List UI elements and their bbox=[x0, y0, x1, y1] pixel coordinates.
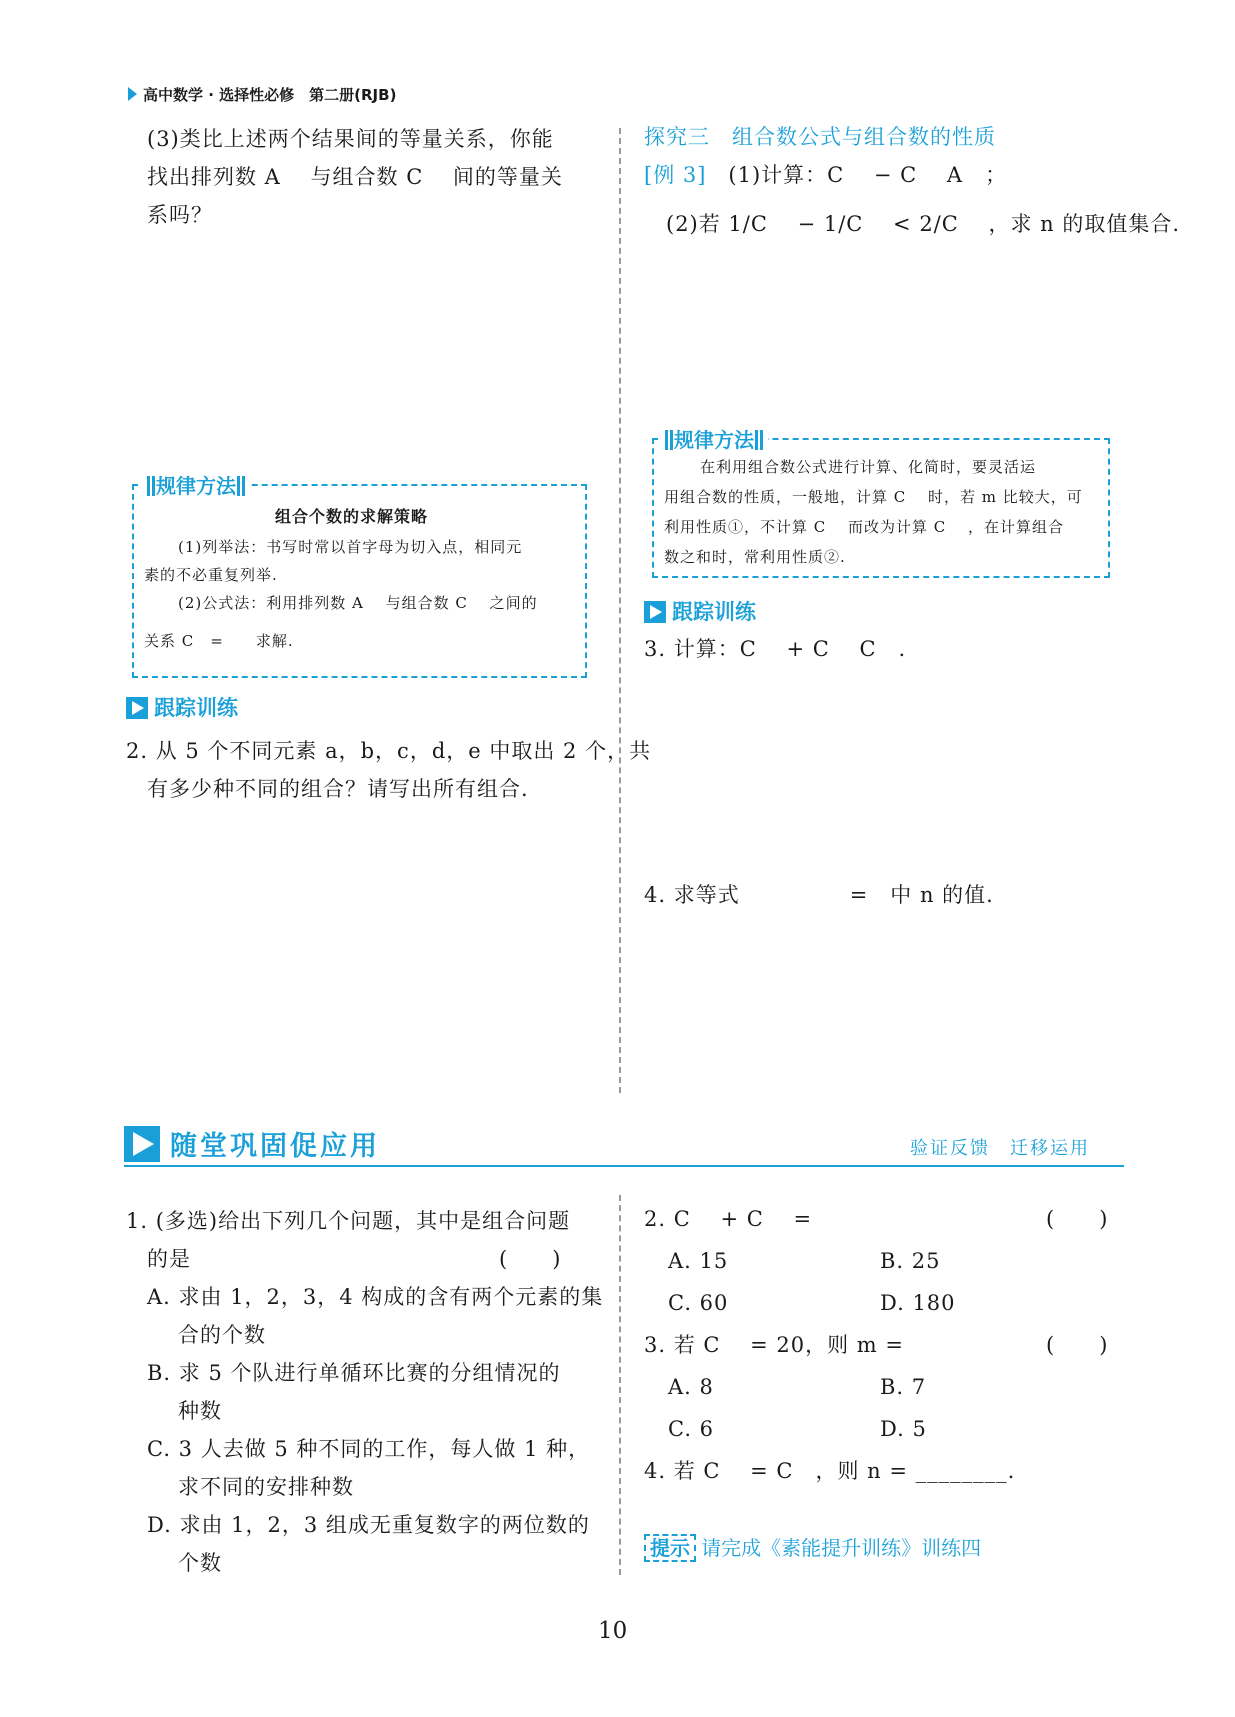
bq1-opt-d2: 个数 bbox=[178, 1551, 222, 1575]
bq1-opt-b2: 种数 bbox=[178, 1399, 222, 1423]
method-right-line-1: 在利用组合数公式进行计算、化简时，要灵活运 bbox=[700, 458, 1037, 476]
column-divider bbox=[619, 128, 621, 1093]
method-right-line-3: 利用性质①，不计算 C 而改为计算 C ，在计算组合 bbox=[664, 518, 1065, 536]
track-q2-line-2: 有多少种不同的组合？请写出所有组合. bbox=[147, 777, 529, 801]
bq4: 4. 若 C = C ，则 n = ________. bbox=[644, 1459, 1016, 1483]
method-line-1: (1)列举法：书写时常以首字母为切入点，相同元 bbox=[178, 538, 523, 556]
q3-line-2: 找出排列数 A 与组合数 C 间的等量关 bbox=[147, 165, 563, 189]
bq3: 3. 若 C = 20，则 m = bbox=[644, 1333, 904, 1357]
bq3-c: C. 6 bbox=[668, 1417, 715, 1441]
section-rule bbox=[124, 1165, 1124, 1167]
bq2: 2. C + C = bbox=[644, 1207, 813, 1231]
method-title-right: 规律方法 bbox=[660, 424, 768, 453]
bq2-a: A. 15 bbox=[668, 1249, 729, 1273]
bq3-d: D. 5 bbox=[880, 1417, 927, 1441]
bq1-opt-d: D. 求由 1，2，3 组成无重复数字的两位数的 bbox=[147, 1513, 590, 1537]
bq3-b: B. 7 bbox=[880, 1375, 927, 1399]
bq1-line-1: 1. (多选)给出下列几个问题，其中是组合问题 bbox=[126, 1209, 571, 1233]
column-divider-bottom bbox=[619, 1195, 621, 1575]
bq2-d: D. 180 bbox=[880, 1291, 956, 1315]
header-text: 高中数学 · 选择性必修 第二册(RJB) bbox=[143, 86, 397, 104]
example-3-q2: (2)若 1/C − 1/C < 2/C ，求 n 的取值集合. bbox=[666, 212, 1181, 236]
hint-text: 请完成《素能提升训练》训练四 bbox=[701, 1536, 982, 1560]
bq1-line-2: 的是 ( ) bbox=[147, 1247, 562, 1271]
bq1-opt-c: C. 3 人去做 5 种不同的工作，每人做 1 种， bbox=[147, 1437, 591, 1461]
method-heading: 组合个数的求解策略 bbox=[275, 507, 429, 526]
bq3-paren: ( ) bbox=[1046, 1333, 1109, 1357]
bq2-c: C. 60 bbox=[668, 1291, 729, 1315]
triangle-icon bbox=[128, 87, 137, 101]
hint-row bbox=[644, 1532, 981, 1561]
bq2-paren: ( ) bbox=[1046, 1207, 1109, 1231]
play-icon bbox=[644, 601, 666, 623]
bq1-opt-b: B. 求 5 个队进行单循环比赛的分组情况的 bbox=[147, 1361, 561, 1385]
right-q3: 3. 计算：C + C C . bbox=[644, 637, 907, 661]
method-right-line-2: 用组合数的性质，一般地，计算 C 时，若 m 比较大，可 bbox=[664, 488, 1083, 506]
track-q2-line-1: 2. 从 5 个不同元素 a，b，c，d，e 中取出 2 个，共 bbox=[126, 739, 652, 763]
page-number: 10 bbox=[598, 1618, 628, 1644]
method-line-2: 素的不必重复列举. bbox=[144, 566, 278, 584]
section-play-icon bbox=[124, 1126, 160, 1162]
method-line-3: (2)公式法：利用排列数 A 与组合数 C 之间的 bbox=[178, 594, 538, 612]
method-line-4: 关系 C = 求解. bbox=[144, 632, 294, 650]
q3-line-1: (3)类比上述两个结果间的等量关系，你能 bbox=[147, 127, 554, 151]
play-icon bbox=[126, 697, 148, 719]
bq3-a: A. 8 bbox=[668, 1375, 714, 1399]
hint-label: 提示 bbox=[644, 1534, 696, 1562]
bq2-b: B. 25 bbox=[880, 1249, 941, 1273]
track-title-right: 跟踪训练 bbox=[644, 596, 756, 626]
running-header bbox=[128, 84, 396, 105]
example-3: [例 3] (1)计算：C − C A ； bbox=[644, 163, 1008, 187]
method-title-left: 规律方法 bbox=[142, 470, 250, 499]
bq1-opt-a2: 合的个数 bbox=[178, 1323, 266, 1347]
right-q4: 4. 求等式 = 中 n 的值. bbox=[644, 883, 994, 907]
q3-line-3: 系吗？ bbox=[147, 203, 213, 227]
track-title-left: 跟踪训练 bbox=[126, 692, 238, 722]
section-subtitle: 验证反馈 迁移运用 bbox=[910, 1138, 1090, 1159]
bq1-opt-a: A. 求由 1，2，3，4 构成的含有两个元素的集 bbox=[147, 1285, 604, 1309]
method-right-line-4: 数之和时，常利用性质②. bbox=[664, 548, 846, 566]
explore-title: 探究三 组合数公式与组合数的性质 bbox=[644, 125, 996, 149]
section-title: 随堂巩固促应用 bbox=[170, 1131, 380, 1162]
bq1-opt-c2: 求不同的安排种数 bbox=[178, 1475, 354, 1499]
